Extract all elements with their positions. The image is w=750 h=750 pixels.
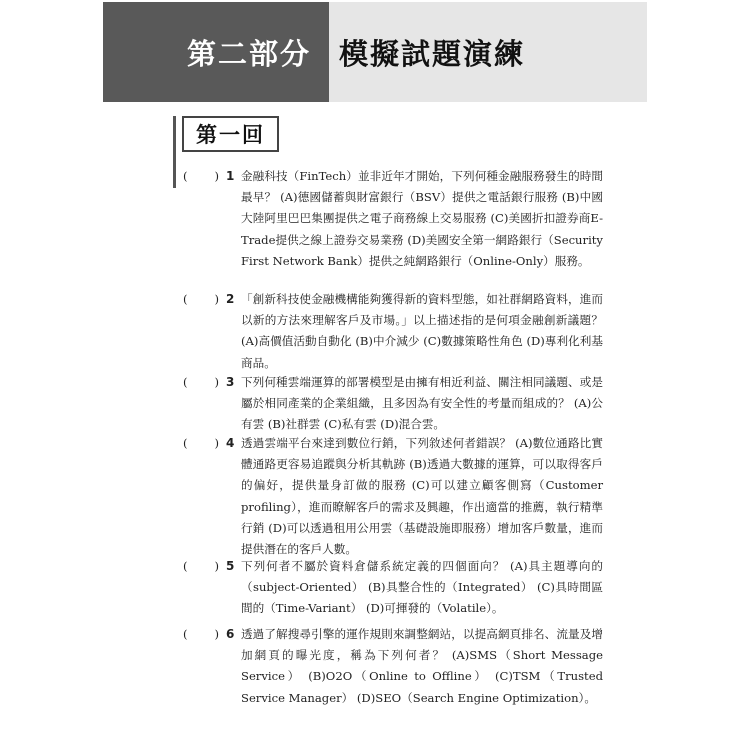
paren-close: ) [214, 169, 219, 183]
question-1 [183, 166, 603, 272]
page-title: 模擬試題演練 [339, 36, 526, 71]
answer-blank [183, 433, 219, 454]
section-heading [173, 116, 279, 152]
paren-open: ( [183, 559, 188, 573]
paren-open: ( [183, 375, 188, 389]
question-number: 3 [226, 375, 235, 389]
question-text: 透過雲端平台來達到數位行銷，下列敘述何者錯誤？ (A)數位通路比實體通路更容易追蹤與分析其軌跡 (B)透過大數據的運算，可以取得客戶的偏好，提供量身訂做的服務 (C)可以建立顧客側寫（Customer profiling），進而瞭解客戶的需求及興趣，作出適當的推薦，執行精準行銷 (D)可以透過租用公用雲（基礎設施即服務）增加客戶數量，進而提供潛在的客戶人數。 [241, 436, 603, 557]
question-3 [183, 372, 603, 436]
paren-open: ( [183, 436, 188, 450]
section-title: 第一回 [182, 116, 279, 152]
question-text: 下列何種雲端運算的部署模型是由擁有相近利益、關注相同議題、或是屬於相同產業的企業組織，且多因為有安全性的考量而組成的？ (A)公有雲 (B)社群雲 (C)私有雲 (D)混合雲。 [241, 375, 603, 432]
paren-close: ) [214, 627, 219, 641]
question-text: 「創新科技使金融機構能夠獲得新的資料型態，如社群網路資料，進而以新的方法來理解客戶及市場。」以上描述指的是何項金融創新議題？ (A)高價值活動自動化 (B)中介減少 (C)數據策略性角色 (D)專利化利基商品。 [241, 292, 603, 370]
question-number: 2 [226, 292, 235, 306]
paren-close: ) [214, 375, 219, 389]
question-6 [183, 624, 603, 709]
paren-open: ( [183, 292, 188, 306]
question-number: 4 [226, 436, 235, 450]
question-2 [183, 289, 603, 374]
section-heading-marker [173, 116, 181, 152]
header-bar [103, 2, 647, 102]
part-label: 第二部分 [103, 2, 329, 102]
answer-blank [183, 166, 219, 187]
question-number: 6 [226, 627, 235, 641]
answer-blank [183, 624, 219, 645]
question-text: 下列何者不屬於資料倉儲系統定義的四個面向？ (A)具主題導向的（subject-Oriented） (B)具整合性的（Integrated） (C)具時間區間的（Time-Variant） (D)可揮發的（Volatile）。 [241, 559, 603, 616]
question-text: 金融科技（FinTech）並非近年才開始，下列何種金融服務發生的時間最早？ (A)德國儲蓄與財富銀行（BSV）提供之電話銀行服務 (B)中國大陸阿里巴巴集團提供之電子商務線上交易服務 (C)美國折扣證券商E-Trade提供之線上證券交易業務 (D)美國安全第一網路銀行（Security First Network Bank）提供之純網路銀行（Online-Only）服務。 [241, 169, 603, 268]
paren-close: ) [214, 292, 219, 306]
paren-open: ( [183, 169, 188, 183]
question-text: 透過了解搜尋引擎的運作規則來調整網站，以提高網頁排名、流量及增加網頁的曝光度，稱為下列何者？ (A)SMS（Short Message Service） (B)O2O（Online to Offline） (C)TSM（Trusted Service Manager） (D)SEO（Search Engine Optimization）。 [241, 627, 603, 705]
paren-open: ( [183, 627, 188, 641]
answer-blank [183, 556, 219, 577]
paren-close: ) [214, 559, 219, 573]
question-4 [183, 433, 603, 560]
answer-blank [183, 372, 219, 393]
question-5 [183, 556, 603, 620]
question-number: 5 [226, 559, 235, 573]
paren-close: ) [214, 436, 219, 450]
answer-blank [183, 289, 219, 310]
question-number: 1 [226, 169, 235, 183]
